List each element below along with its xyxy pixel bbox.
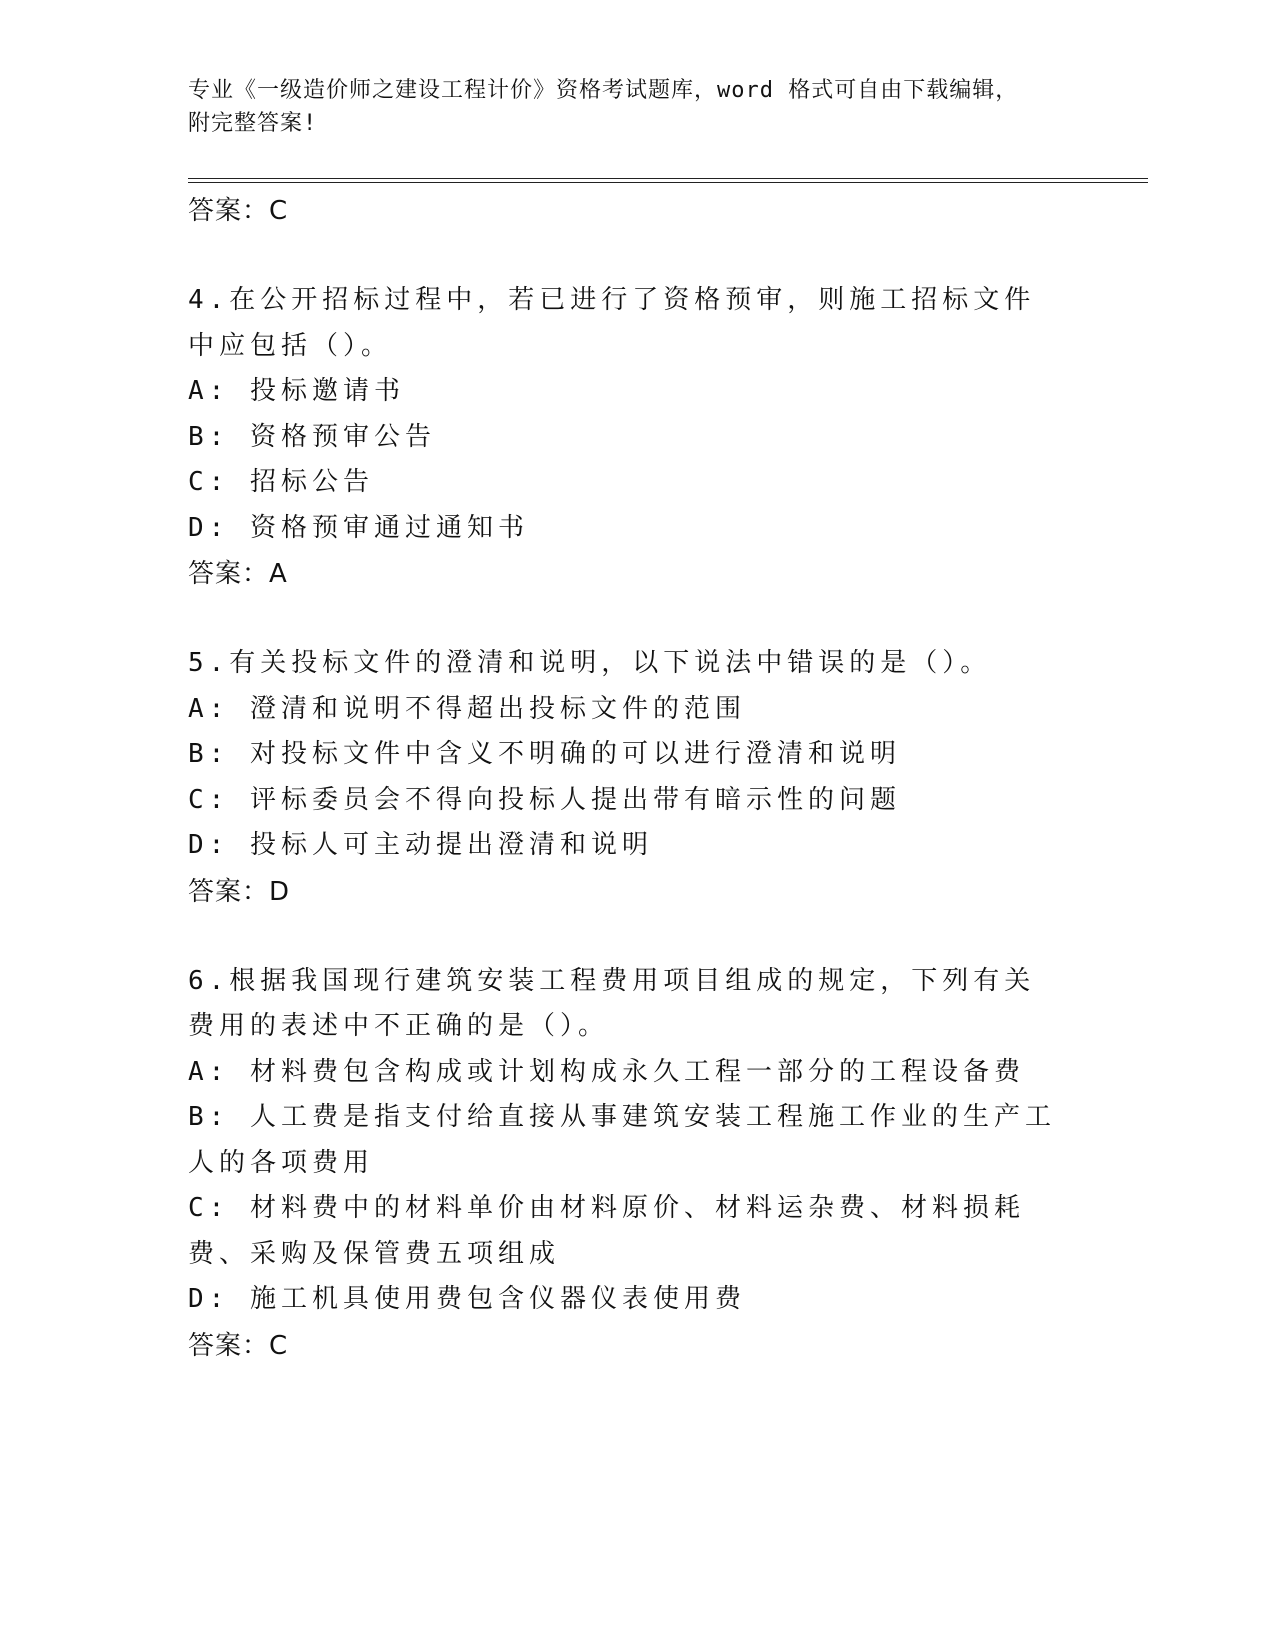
answer-line: 答案：C [188,1330,289,1361]
question-text: 5.有关投标文件的澄清和说明，以下说法中错误的是（）。 [188,648,992,678]
question-5 [188,641,1088,915]
option-b: B: 对投标文件中含义不明确的可以进行澄清和说明 [188,739,901,769]
document-header [188,74,1068,140]
header-divider-bottom [188,182,1148,183]
option-d: D: 施工机具使用费包含仪器仪表使用费 [188,1284,746,1314]
question-4 [188,278,1088,597]
header-line-2: 附完整答案! [188,111,318,136]
answer-line: 答案：A [188,559,288,589]
header-divider-top [188,178,1148,179]
option-a: A: 材料费包含构成或计划构成永久工程一部分的工程设备费 [188,1056,1025,1087]
answer-line: 答案：C [188,196,289,226]
option-a: A: 投标邀请书 [188,376,405,406]
option-b: B: 人工费是指支付给直接从事建筑安装工程施工作业的生产工人的各项费用 [188,1102,1056,1178]
question-list [188,188,1088,1369]
option-d: D: 投标人可主动提出澄清和说明 [188,830,653,860]
answer-line: 答案：D [188,876,291,907]
question-text: 4.在公开招标过程中，若已进行了资格预审，则施工招标文件中应包括（）。 [188,285,1036,361]
option-b: B: 资格预审公告 [188,421,436,452]
question-6 [188,959,1088,1369]
option-d: D: 资格预审通过通知书 [188,512,529,543]
option-c: C: 招标公告 [188,467,374,497]
question-text: 6.根据我国现行建筑安装工程费用项目组成的规定，下列有关费用的表述中不正确的是（）。 [188,965,1036,1041]
header-line-1: 专业《一级造价师之建设工程计价》资格考试题库，word 格式可自由下载编辑， [188,78,1019,103]
option-c: C: 评标委员会不得向投标人提出带有暗示性的问题 [188,784,901,815]
option-c: C: 材料费中的材料单价由材料原价、材料运杂费、材料损耗费、采购及保管费五项组成 [188,1193,1025,1269]
option-a: A: 澄清和说明不得超出投标文件的范围 [188,693,746,724]
